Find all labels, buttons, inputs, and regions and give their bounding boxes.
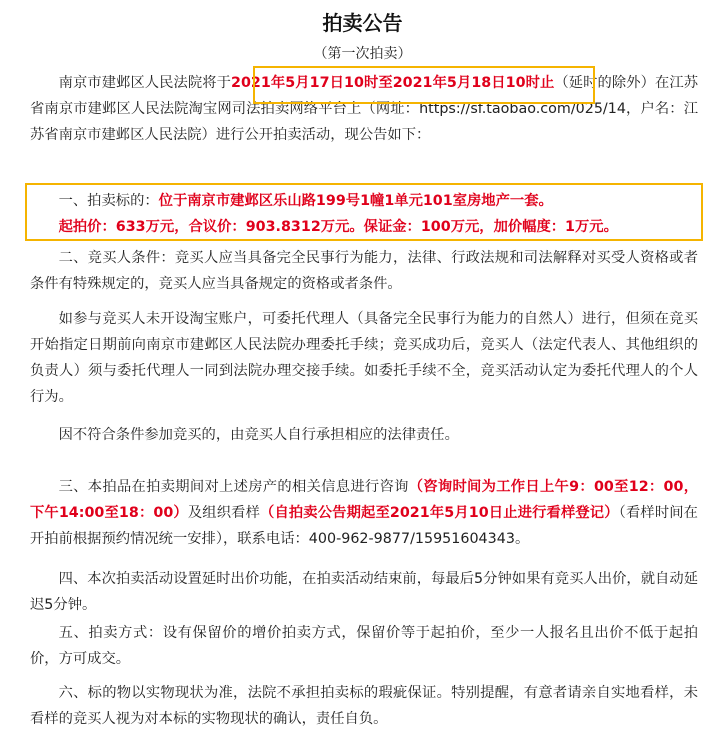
auction-time-range: 2021年5月17日10时至2021年5月18日10时止 — [231, 75, 555, 91]
auction-subject: 位于南京市建邺区乐山路199号1幢1单元101室房地产一套。 — [158, 193, 553, 209]
consultation-text-a: 三、本拍品在拍卖期间对上述房产的相关信息进行咨询 — [58, 479, 409, 495]
bidder-conditions-paragraph: 二、竞买人条件：竞买人应当具备完全民事行为能力，法律、行政法规和司法解释对买受人资格或者条件有特殊规定的，竞买人应当具备规定的资格或者条件。 — [30, 250, 698, 292]
as-is-paragraph: 六、标的物以实物现状为准，法院不承担拍卖标的瑕疵保证。特别提醒，有意者请亲自实地看样，未看样的竞买人视为对本标的实物现状的确认，责任自负。 — [30, 685, 698, 727]
auction-subject-label: 一、拍卖标的： — [58, 193, 159, 209]
consultation-text-c: （看样时间在开拍前根据预约情况统一安排），联系电话：400-962-9877/15951604343。 — [30, 505, 698, 547]
auction-prices-paragraph — [30, 214, 698, 240]
intro-text-a: 南京市建邺区人民法院将于 — [58, 75, 232, 91]
viewing-registration-time: （自拍卖公告期起至2021年5月10日止进行看样登记） — [260, 505, 619, 521]
intro-text-b: （延时的除外）在江苏省南京市建邺区人民法院淘宝网司法拍卖网络平台上（网址：https://sf.taobao.com/025/14，户名：江苏省南京市建邺区人民法院）进行公开拍卖活动，现公告如下： — [30, 75, 698, 143]
consultation-time: （咨询时间为工作日上午9：00至12：00，下午14:00至18：00） — [30, 479, 698, 521]
consultation-text-b: 及组织看样 — [187, 505, 261, 521]
auction-method-paragraph: 五、拍卖方式：设有保留价的增价拍卖方式，保留价等于起拍价，至少一人报名且出价不低于起拍价，方可成交。 — [30, 625, 698, 667]
delay-bidding-paragraph: 四、本次拍卖活动设置延时出价功能，在拍卖活动结束前，每最后5分钟如果有竞买人出价，就自动延迟5分钟。 — [30, 571, 698, 613]
intro-paragraph — [30, 70, 698, 148]
document-title: 拍卖公告 — [322, 11, 403, 35]
auction-prices: 起拍价：633万元，合议价：903.8312万元。保证金：100万元，加价幅度：1万元。 — [58, 219, 618, 235]
auction-subject-paragraph — [30, 188, 698, 214]
document-subtitle: （第一次拍卖） — [313, 46, 412, 62]
responsibility-paragraph: 因不符合条件参加竞买的，由竞买人自行承担相应的法律责任。 — [58, 427, 459, 443]
consultation-paragraph — [30, 474, 698, 552]
agent-paragraph: 如参与竞买人未开设淘宝账户，可委托代理人（具备完全民事行为能力的自然人）进行，但须在竞买开始指定日期前向南京市建邺区人民法院办理委托手续；竞买成功后，竞买人（法定代表人、其他组织的负责人）须与委托代理人一同到法院办理交接手续。如委托手续不全，竞买活动认定为委托代理人的个人行为。 — [30, 311, 698, 405]
